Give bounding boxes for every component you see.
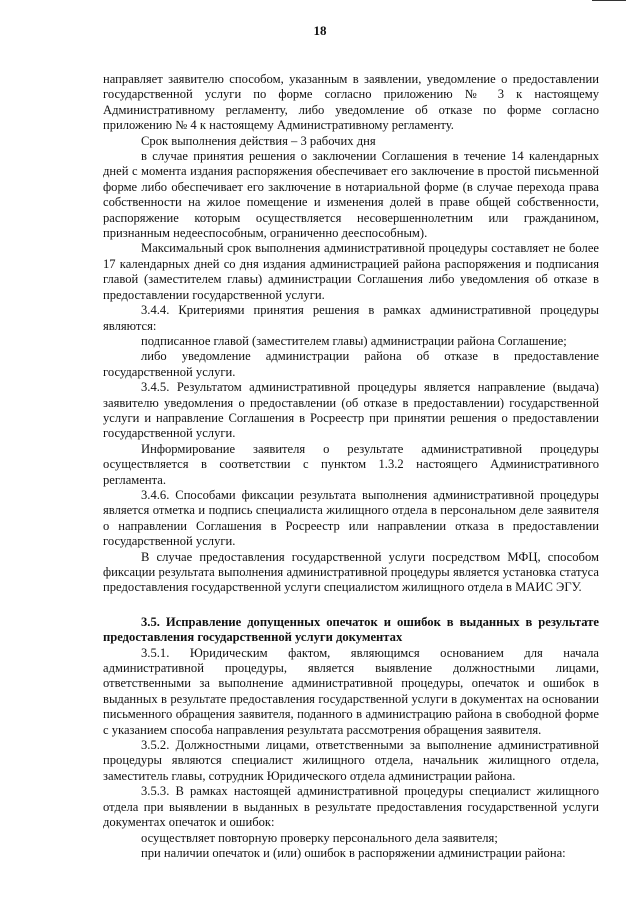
paragraph-3-4-4: 3.4.4. Критериями принятия решения в рамках административной процедуры являются: — [103, 303, 599, 333]
top-edge-rule — [592, 0, 626, 1]
paragraph-notification-sending: направляет заявителю способом, указанным в заявлении, уведомление о предоставлении государственной услуги по форме согласно приложению № 3 к настоящему Административному регламенту, либо уведомление об отказе по форме согласно приложению № 4 к настоящему Административному регламенту. — [103, 72, 599, 133]
section-heading-3-5: 3.5. Исправление допущенных опечаток и ошибок в выданных в результате предоставления государственной услуги документах — [103, 614, 599, 645]
page-number: 18 — [313, 23, 327, 38]
paragraph-informing: Информирование заявителя о результате административной процедуры осуществляется в соответствии с пунктом 1.3.2 настоящего Административного регламента. — [103, 441, 599, 487]
paragraph-3-4-5: 3.4.5. Результатом административной процедуры является направление (выдача) заявителю уведомления о предоставлении (об отказе в предоставлении) государственной услуги и направление Соглашения в Росреестр при принятии решения о предоставлении государственной услуги. — [103, 380, 599, 441]
paragraph-errors-present: при наличии опечаток и (или) ошибок в распоряжении администрации района: — [141, 845, 566, 860]
paragraph-3-5-3: 3.5.3. В рамках настоящей административной процедуры специалист жилищного отдела при выявлении в выданных в результате предоставления государственной услуги документах опечаток и ошибок: — [103, 784, 599, 830]
paragraph-3-5-2: 3.5.2. Должностными лицами, ответственными за выполнение административной процедуры являются специалист жилищного отдела, начальник жилищного отдела, заместитель главы, сотрудник Юридического отдела администрации района. — [103, 738, 599, 783]
paragraph-criterion-refusal: либо уведомление администрации района об отказе в предоставление государственной услуги. — [103, 349, 599, 379]
paragraph-mfc: В случае предоставления государственной услуги посредством МФЦ, способом фиксации результата выполнения административной процедуры является установка статуса предоставления государственной услуги специалистом жилищного отдела в МАИС ЭГУ. — [103, 549, 599, 595]
paragraph-3-5-1: 3.5.1. Юридическим фактом, являющимся основанием для начала административной процедуры, является выявление должностными лицами, ответственными за выполнение административной процедуры, опечаток и ошибок в выданных в результате предоставления государственной услуги в документах на основании письменного обращения заявителя, поданного в администрацию района в свободной форме с указанием способа направления результата рассмотрения обращения заявителя. — [103, 645, 599, 737]
paragraph-3-4-6: 3.4.6. Способами фиксации результата выполнения административной процедуры является отметка и подпись специалиста жилищного отдела в персональном деле заявителя о направлении Соглашения в Росреестр или направлении отказа в предоставлении государственной услуги. — [103, 487, 599, 549]
paragraph-criterion-signed: подписанное главой (заместителем главы) администрации района Соглашение; — [141, 333, 567, 348]
paragraph-agreement-conclusion: в случае принятия решения о заключении Соглашения в течение 14 календарных дней с момента издания распоряжения обеспечивает его заключение в простой письменной форме либо обеспечивает его заключение в нотариальной форме (в случае перехода права собственности на жилое помещение и изменения долей в праве общей собственности, распоряжение которым осуществляется несовершеннолетним или гражданином, признанным недееспособным, ограниченно дееспособным). — [103, 149, 599, 241]
paragraph-recheck: осуществляет повторную проверку персонального дела заявителя; — [141, 830, 498, 845]
document-body — [103, 72, 599, 861]
paragraph-action-deadline: Срок выполнения действия – 3 рабочих дня — [141, 133, 376, 148]
paragraph-max-duration: Максимальный срок выполнения административной процедуры составляет не более 17 календарных дней со дня издания администрацией района распоряжения и подписания главой (заместителем главы) администрации Соглашения либо уведомления об отказе в предоставлении государственной услуги. — [103, 241, 599, 302]
